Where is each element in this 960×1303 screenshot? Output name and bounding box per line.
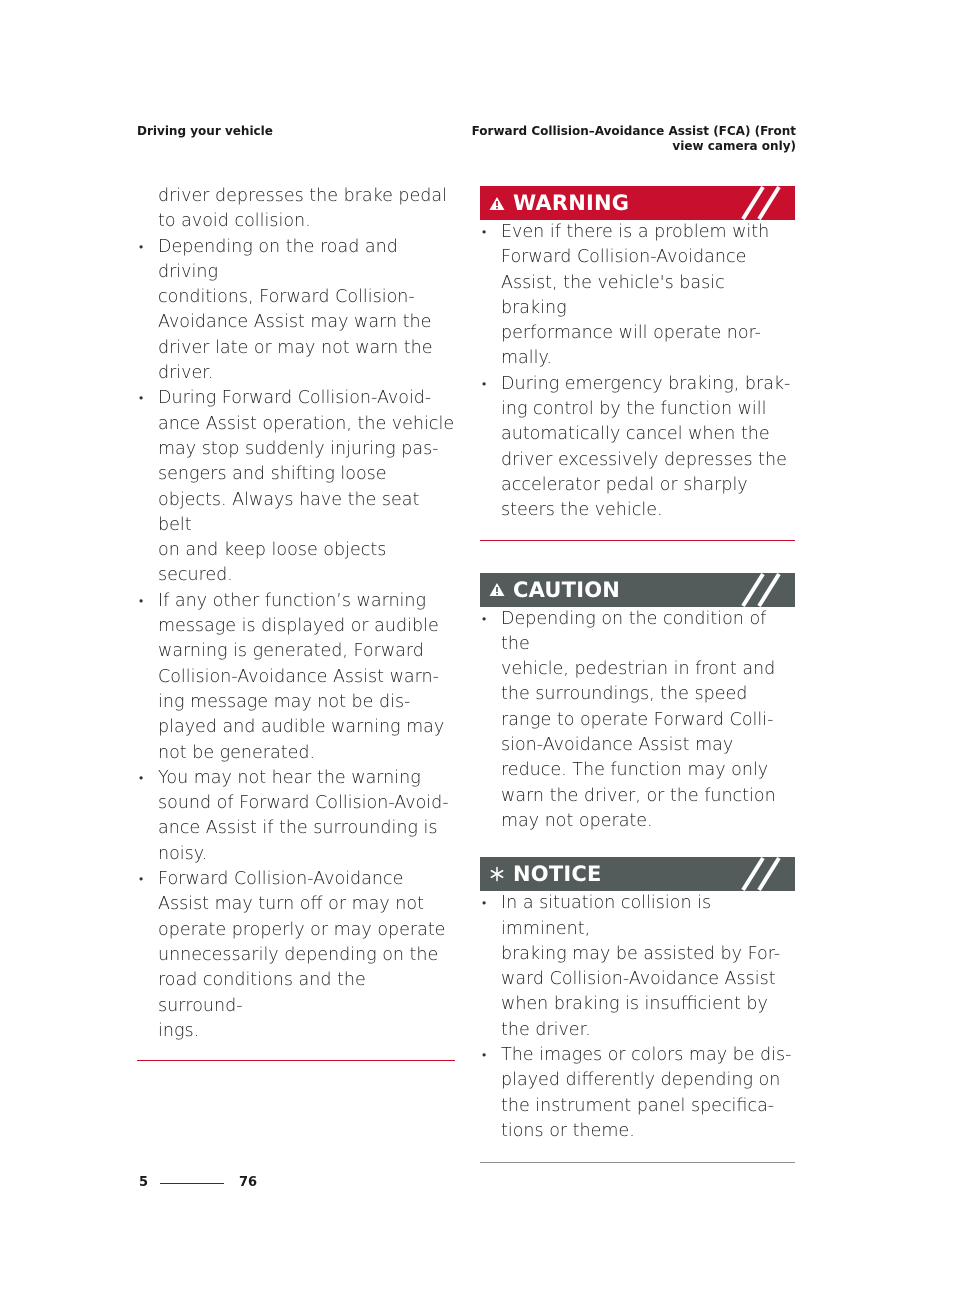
text-line: on and keep loose objects — [158, 540, 387, 561]
banner-slash-decoration — [737, 857, 795, 891]
banner-slash-decoration — [737, 573, 795, 607]
right-column — [480, 186, 795, 1163]
text-line: noisy. — [158, 843, 208, 864]
text-line: objects. Always have the seat belt — [158, 489, 420, 535]
text-line: ings. — [158, 1020, 200, 1041]
text-line: conditions, Forward Collision- — [158, 287, 415, 308]
bullet-item — [480, 891, 795, 1043]
text-line: sion-Avoidance Assist may — [501, 735, 734, 756]
asterisk-icon — [481, 866, 513, 882]
bullet-item — [480, 372, 795, 524]
text-line: braking may be assisted by For- — [501, 943, 781, 964]
text-line: not be generated. — [158, 742, 316, 763]
text-line: • During Forward Collision-Avoid- — [158, 388, 432, 409]
text-line: road conditions and the surround- — [158, 970, 366, 1016]
warning-title: WARNING — [513, 191, 630, 215]
continuation-text — [137, 184, 455, 235]
text-line: mally. — [501, 348, 552, 369]
bullet-item — [137, 235, 455, 387]
text-line: steers the vehicle. — [501, 500, 663, 521]
text-line: sound of Forward Collision-Avoid- — [158, 793, 449, 814]
warning-bullet-list — [480, 220, 795, 524]
text-line: vehicle, pedestrian in front and — [501, 659, 776, 680]
text-line: sengers and shifting loose — [158, 464, 387, 485]
text-line: reduce. The function may only — [501, 760, 769, 781]
text-line: tions or theme. — [501, 1120, 635, 1141]
text-line: • Depending on the condition of the — [501, 608, 767, 654]
text-line: to avoid collision. — [158, 211, 311, 232]
text-line: the surroundings, the speed — [501, 684, 748, 705]
header-topic-title — [436, 124, 796, 154]
text-line: ing message may not be dis- — [158, 691, 411, 712]
caution-title: CAUTION — [513, 577, 621, 602]
text-line: performance will operate nor- — [501, 323, 761, 344]
text-line: ance Assist if the surrounding is — [158, 818, 438, 839]
notice-title: NOTICE — [513, 862, 602, 887]
text-line: Collision-Avoidance Assist warn- — [158, 666, 439, 687]
text-line: ing control by the function will — [501, 399, 767, 420]
text-line: • The images or colors may be dis- — [501, 1045, 792, 1066]
text-line: • During emergency braking, brak- — [501, 373, 791, 394]
text-line: range to operate Forward Colli- — [501, 709, 774, 730]
text-line: may not operate. — [501, 810, 653, 831]
text-line: warn the driver, or the function — [501, 785, 776, 806]
bullet-item — [480, 1043, 795, 1144]
caution-banner — [480, 573, 795, 607]
text-line: operate properly or may operate — [158, 919, 446, 940]
text-line: • You may not hear the warning — [158, 767, 421, 788]
text-line: when braking is insufficient by — [501, 994, 768, 1015]
text-line: message is displayed or audible — [158, 616, 439, 637]
left-bullet-list — [137, 235, 455, 1045]
left-column — [137, 184, 455, 1061]
page-number: 76 — [239, 1175, 258, 1190]
caution-triangle-icon — [481, 582, 513, 597]
header-topic-line-1: Forward Collision–Avoidance Assist (FCA) (Front — [471, 124, 796, 138]
bullet-item — [137, 867, 455, 1044]
text-line: may stop suddenly injuring pas- — [158, 438, 439, 459]
warning-banner — [480, 186, 795, 220]
text-line: • If any other function’s warning — [158, 590, 427, 611]
page-footer — [137, 1175, 257, 1191]
notice-bullet-list — [480, 891, 795, 1144]
text-line: Forward Collision-Avoidance — [501, 247, 747, 268]
text-line: the instrument panel specifica- — [501, 1095, 775, 1116]
notice-banner — [480, 857, 795, 891]
banner-slash-decoration — [737, 186, 795, 220]
text-line: automatically cancel when the — [501, 424, 770, 445]
text-line: warning is generated, Forward — [158, 641, 424, 662]
text-line: Avoidance Assist may warn the — [158, 312, 432, 333]
left-column-end-rule — [137, 1060, 455, 1061]
text-line: Assist, the vehicle's basic braking — [501, 272, 725, 318]
text-line: secured. — [158, 565, 233, 586]
bullet-item — [137, 386, 455, 588]
text-line: unnecessarily depending on the — [158, 944, 439, 965]
text-line: • Forward Collision-Avoidance — [158, 869, 404, 890]
text-line: driver late or may not warn the — [158, 337, 433, 358]
caution-bullet-list — [480, 607, 795, 835]
text-line: driver excessively depresses the — [501, 449, 787, 470]
header-topic-line-2: view camera only) — [672, 139, 796, 153]
footer-divider — [160, 1183, 224, 1184]
text-line: the driver. — [501, 1019, 591, 1040]
bullet-item — [137, 589, 455, 766]
text-line: driver depresses the brake pedal — [158, 186, 448, 206]
text-line: Assist may turn off or may not — [158, 894, 424, 915]
text-line: • In a situation collision is imminent, — [501, 893, 712, 939]
bullet-item — [137, 766, 455, 867]
warning-triangle-icon — [481, 196, 513, 211]
text-line: • Even if there is a problem with — [501, 222, 770, 242]
text-line: played differently depending on — [501, 1070, 781, 1091]
text-line: played and audible warning may — [158, 717, 445, 738]
header-section-title: Driving your vehicle — [137, 124, 273, 138]
notice-end-rule — [480, 1162, 795, 1163]
text-line: ance Assist operation, the vehicle — [158, 413, 455, 434]
text-line: ward Collision-Avoidance Assist — [501, 969, 776, 990]
text-line: accelerator pedal or sharply — [501, 474, 748, 495]
text-line: • Depending on the road and driving — [158, 236, 398, 282]
bullet-item — [480, 220, 795, 372]
text-line: driver. — [158, 363, 214, 384]
chapter-number: 5 — [139, 1175, 149, 1190]
bullet-item — [480, 607, 795, 835]
